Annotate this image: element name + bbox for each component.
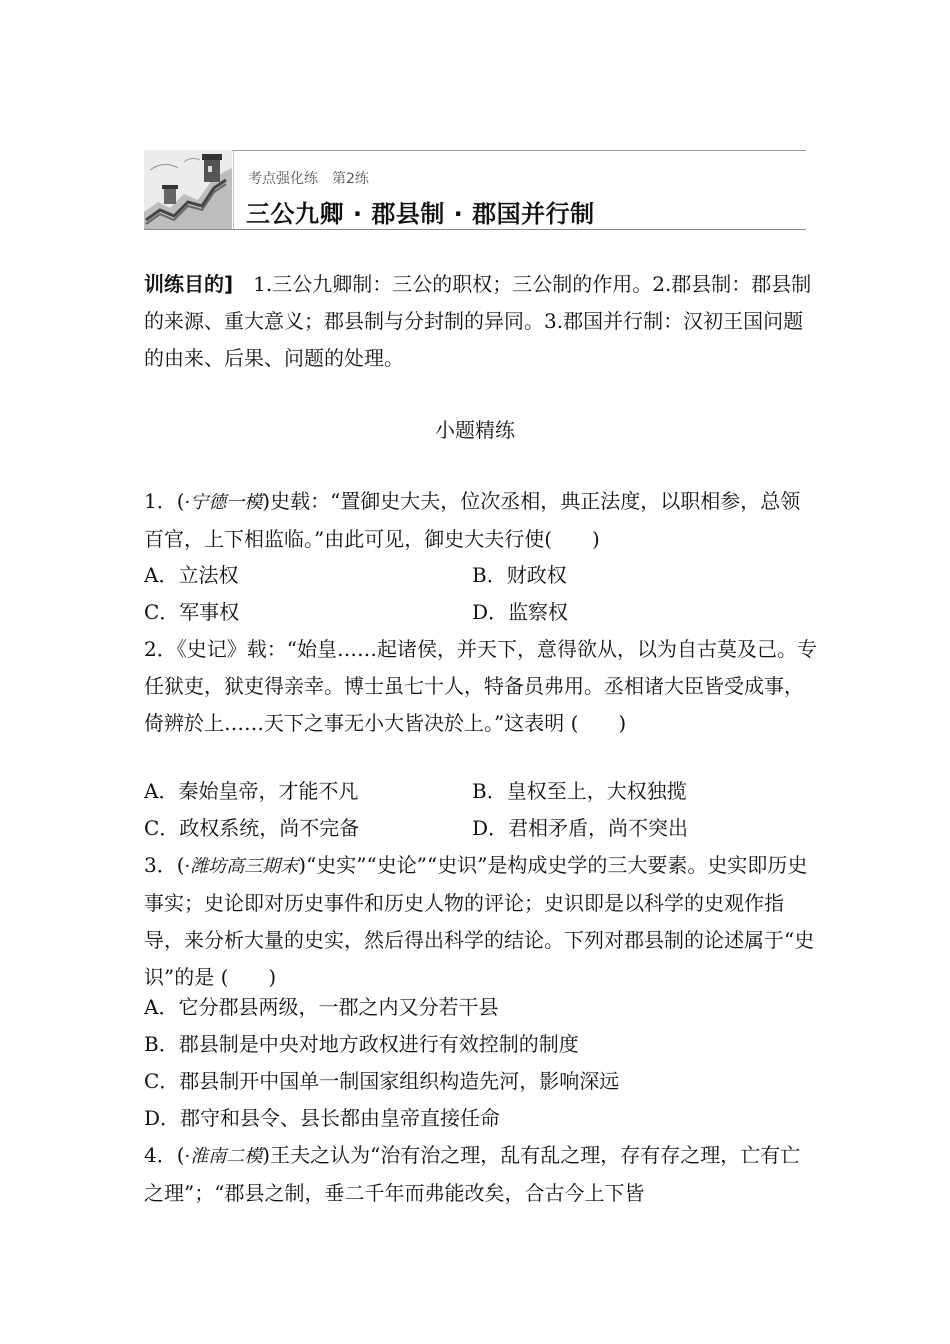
banner-top-rule (232, 150, 806, 151)
question-3-option-a[interactable]: A．它分郡县两级，一郡之内又分若干县 (144, 995, 499, 1019)
training-goal (144, 266, 820, 377)
question-2: 2．《史记》载：“始皇……起诸侯，并天下，意得欲从，以为自古莫及己。专任狱吏，狱吏得亲幸。博士虽七十人，特备员弗用。丞相诸大臣皆受成事，倚辨於上……天下之事无小大皆决於上。”这表明 ( ) (144, 637, 817, 735)
question-3-source: ·潍坊高三期末 (184, 856, 299, 877)
great-wall-illustration (144, 150, 232, 230)
chapter-title: 三公九卿 · 郡县制 · 郡国并行制 (246, 200, 595, 228)
question-3-option-d[interactable]: D．郡守和县令、县长都由皇帝直接任命 (144, 1106, 501, 1130)
section-title: 小题精练 (435, 418, 515, 442)
question-1-option-d[interactable]: D．监察权 (472, 600, 569, 624)
training-goal-text: 1.三公九卿制：三公的职权；三公制的作用。2.郡县制：郡县制的来源、重大意义；郡县制与分封制的异同。3.郡国并行制：汉初王国问题的由来、后果、问题的处理。 (144, 272, 812, 370)
banner-bottom-rule (144, 229, 806, 230)
question-3-stem: )“史实”“史论”“史识”是构成史学的三大要素。史实即历史事实；史论即对历史事件和历史人物的评论；史识即是以科学的史观作指导，来分析大量的史实，然后得出科学的结论。下列对郡县制的论述属于“史识”的是 ( ) (144, 853, 815, 989)
question-1 (144, 483, 820, 558)
question-3 (144, 847, 820, 996)
question-1-option-a[interactable]: A．立法权 (144, 563, 239, 587)
question-1-source: ·宁德一模 (184, 492, 263, 513)
question-4-number: 4．( (144, 1143, 185, 1167)
chapter-banner (144, 150, 806, 230)
question-2-option-a[interactable]: A．秦始皇帝，才能不凡 (144, 779, 359, 803)
question-2-option-c[interactable]: C．政权系统，尚不完备 (144, 816, 360, 840)
question-2-option-b[interactable]: B．皇权至上，大权独揽 (472, 779, 687, 803)
question-1-option-c[interactable]: C．军事权 (144, 600, 240, 624)
practice-subtitle: 考点强化练 第2练 (248, 171, 369, 187)
question-1-number: 1．( (144, 489, 185, 513)
banner-separator (233, 150, 234, 230)
question-3-option-c[interactable]: C．郡县制开中国单一制国家组织构造先河，影响深远 (144, 1069, 620, 1093)
question-4-stem: )王夫之认为“治有治之理，乱有乱之理，存有存之理，亡有亡之理”；“郡县之制，垂二千年而弗能改矣，合古今上下皆 (144, 1143, 801, 1205)
question-3-option-b[interactable]: B．郡县制是中央对地方政权进行有效控制的制度 (144, 1032, 579, 1056)
question-3-number: 3．( (144, 853, 185, 877)
question-4 (144, 1137, 820, 1212)
question-4-source: ·淮南二模 (184, 1146, 263, 1167)
question-1-option-b[interactable]: B．财政权 (472, 563, 567, 587)
question-1-stem: )史载：“置御史大夫，位次丞相，典正法度，以职相参，总领百官，上下相监临。”由此可见，御史大夫行使( ) (144, 489, 801, 551)
training-goal-label: 训练目的] (144, 272, 234, 296)
question-2-option-d[interactable]: D．君相矛盾，尚不突出 (472, 816, 689, 840)
